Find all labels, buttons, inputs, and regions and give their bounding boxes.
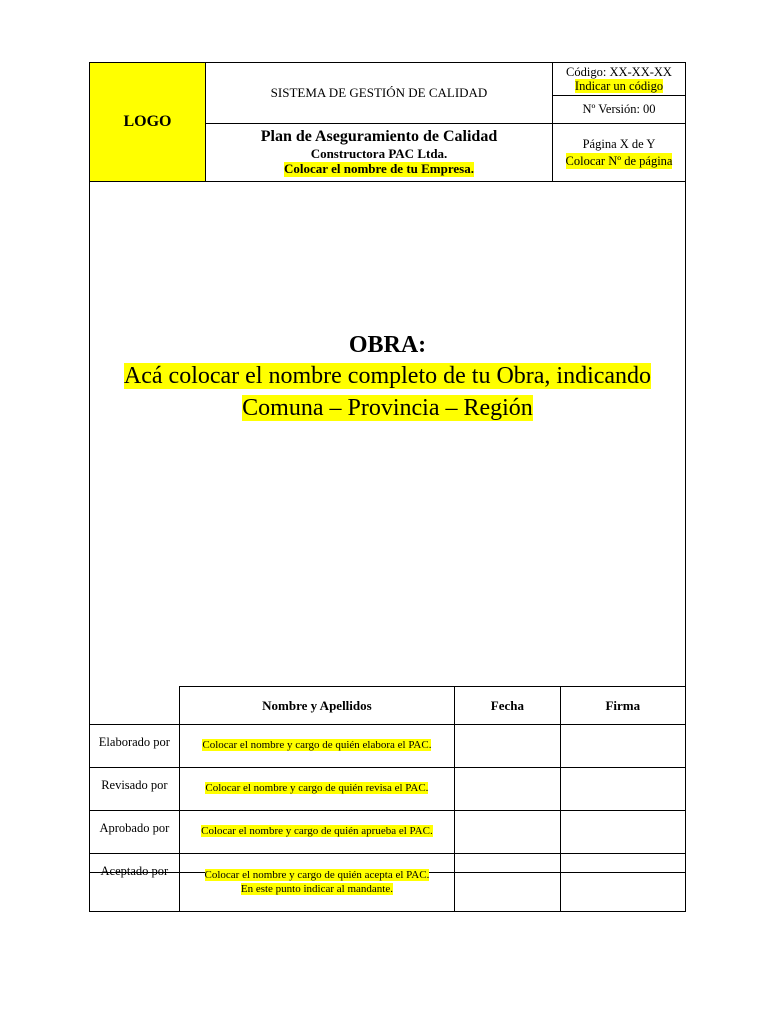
name-cell[interactable] (179, 768, 454, 811)
name-placeholder: Colocar el nombre y cargo de quién elabora el PAC. (202, 739, 432, 752)
signature-header-row (90, 687, 686, 725)
role-label: Revisado por (90, 768, 180, 811)
date-cell[interactable] (455, 725, 560, 768)
role-label: Aceptado por (90, 854, 180, 912)
company-name: Constructora PAC Ltda. (310, 145, 448, 161)
name-placeholder: Colocar el nombre y cargo de quién aprueba el PAC. (201, 825, 433, 838)
system-title-cell (205, 62, 553, 124)
column-header-name: Nombre y Apellidos (179, 687, 454, 725)
page-placeholder: Colocar Nº de página (565, 153, 673, 168)
version-label: Nº Versión: 00 (582, 102, 656, 116)
page-cell (552, 123, 686, 182)
logo-cell (89, 62, 206, 182)
signature-cell[interactable] (560, 725, 685, 768)
signature-row-aceptado (90, 854, 686, 912)
signature-cell[interactable] (560, 854, 685, 912)
obra-line-1: Acá colocar el nombre completo de tu Obra, indicando (123, 363, 652, 389)
role-label: Elaborado por (90, 725, 180, 768)
date-cell[interactable] (455, 768, 560, 811)
code-cell (552, 62, 686, 96)
signature-row-revisado (90, 768, 686, 811)
system-title: SISTEMA DE GESTIÓN DE CALIDAD (270, 85, 488, 100)
signature-cell[interactable] (560, 811, 685, 854)
plan-cell (205, 123, 553, 182)
name-placeholder-note: En este punto indicar al mandante. (240, 882, 393, 895)
column-header-signature: Firma (560, 687, 685, 725)
name-cell[interactable] (179, 811, 454, 854)
page-label: Página X de Y (582, 137, 656, 152)
logo-text: LOGO (123, 113, 172, 130)
obra-block (89, 330, 686, 424)
obra-label: OBRA: (348, 332, 427, 358)
column-header-date: Fecha (455, 687, 560, 725)
date-cell[interactable] (455, 811, 560, 854)
signature-cell[interactable] (560, 768, 685, 811)
plan-title: Plan de Aseguramiento de Calidad (260, 128, 498, 146)
obra-line-2: Comuna – Provincia – Región (242, 395, 533, 421)
signature-table (89, 686, 686, 912)
name-placeholder: Colocar el nombre y cargo de quién acepta el PAC. (204, 869, 430, 882)
signature-row-aprobado (90, 811, 686, 854)
name-cell[interactable] (179, 854, 454, 912)
code-placeholder: Indicar un código (574, 79, 664, 93)
name-placeholder: Colocar el nombre y cargo de quién revisa el PAC. (205, 782, 429, 795)
version-cell (552, 95, 686, 124)
date-cell[interactable] (455, 854, 560, 912)
code-label: Código: XX-XX-XX (566, 64, 672, 79)
role-label: Aprobado por (90, 811, 180, 854)
name-cell[interactable] (179, 725, 454, 768)
company-placeholder: Colocar el nombre de tu Empresa. (284, 160, 474, 176)
blank-corner-cell (90, 687, 180, 725)
signature-row-elaborado (90, 725, 686, 768)
